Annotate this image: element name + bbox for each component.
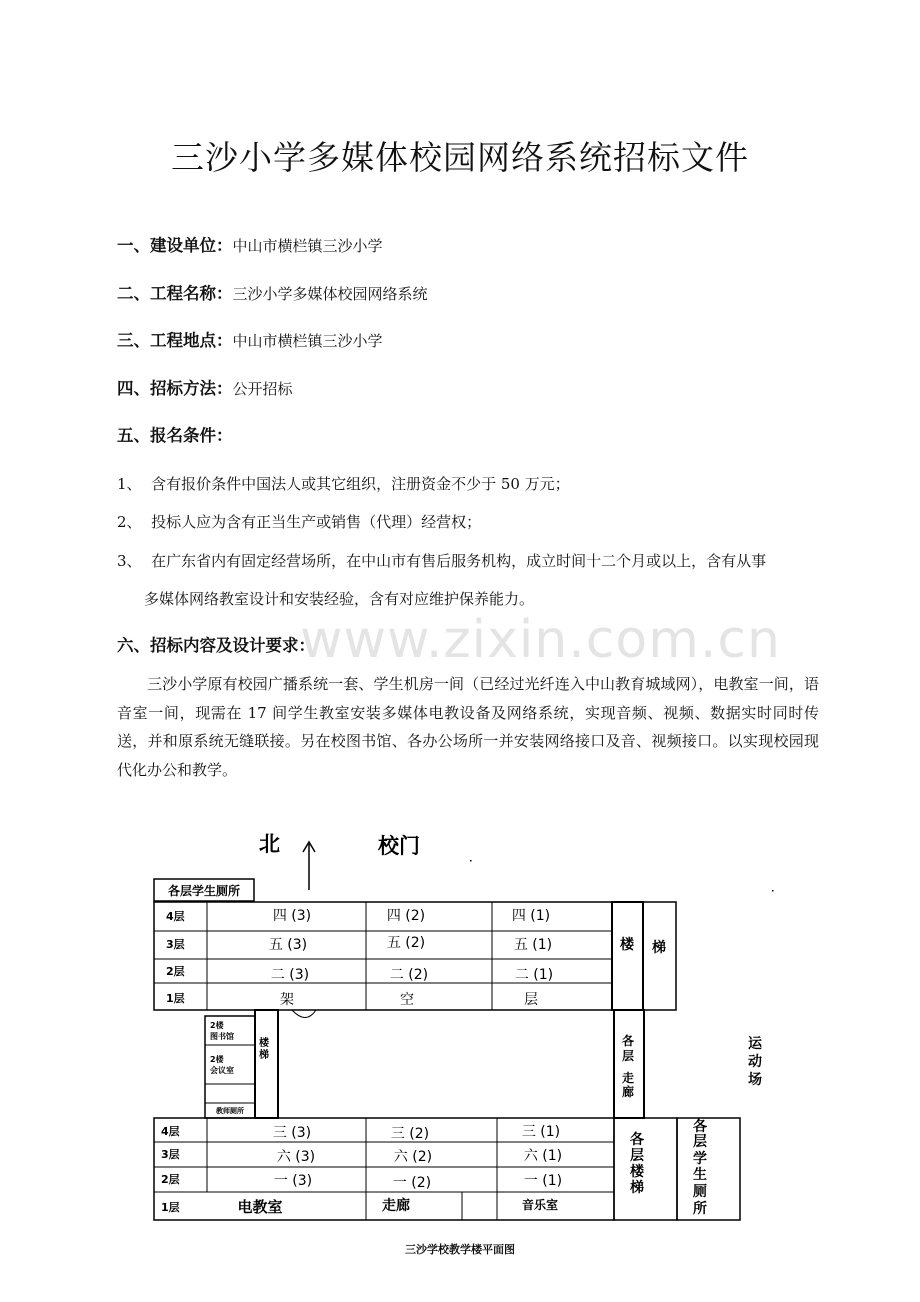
floor-label: 1层 <box>166 992 185 1005</box>
condition-3 <box>117 551 766 571</box>
each-stairs-label: 各 <box>630 1132 644 1148</box>
room-label: 一 (2) <box>392 1175 432 1191</box>
section-label: 五、报名条件： <box>117 426 233 445</box>
meeting-label: 会议室 <box>210 1066 234 1075</box>
library-label: 图书馆 <box>210 1032 234 1041</box>
mid-stairs-box <box>255 1010 278 1118</box>
floor-label: 4层 <box>166 910 185 923</box>
floor-label: 2层 <box>166 965 185 978</box>
corridor-box <box>614 1010 644 1118</box>
teacher-toilet-label: 教师厕所 <box>216 1107 244 1115</box>
toilet-top-label: 各层学生厕所 <box>167 884 241 898</box>
corridor-label: 廊 <box>621 1085 635 1099</box>
condition-text: 含有报价条件中国法人或其它组织，注册资金不少于 50 万元； <box>151 475 570 493</box>
floor-plan <box>0 820 920 1240</box>
each-toilet-label: 学 <box>693 1151 707 1167</box>
top-stairs-a <box>612 902 643 1010</box>
each-stairs-label: 层 <box>630 1148 644 1164</box>
condition-2 <box>117 512 481 532</box>
room-label: 四 (1) <box>511 908 551 924</box>
playground-label: 动 <box>748 1054 762 1070</box>
room-label: 走廊 <box>382 1198 410 1214</box>
room-label: 六 (3) <box>276 1149 316 1165</box>
top-stairs-b <box>643 902 676 1010</box>
condition-number: 2、 <box>117 513 142 531</box>
meeting-label: 2楼 <box>210 1055 224 1064</box>
section-label: 三、工程地点： <box>117 331 233 350</box>
room-label: 五 (1) <box>513 937 553 953</box>
condition-text: 投标人应为含有正当生产或销售（代理）经营权； <box>151 513 482 531</box>
condition-3-continued: 多媒体网络教室设计和安装经验，含有对应维护保养能力。 <box>144 590 535 608</box>
section-label: 二、工程名称： <box>117 284 233 303</box>
each-toilet-box <box>677 1118 740 1220</box>
room-label: 五 (2) <box>386 935 426 951</box>
section-1 <box>117 236 383 256</box>
room-label: 空 <box>400 992 414 1008</box>
library-label: 2楼 <box>210 1021 224 1030</box>
room-label: 四 (2) <box>386 908 426 924</box>
room-label: 六 (2) <box>393 1149 433 1165</box>
room-label: 二 (3) <box>270 967 310 983</box>
section-label: 四、招标方法： <box>117 379 233 398</box>
document-title: 三沙小学多媒体校园网络系统招标文件 <box>171 138 749 177</box>
corridor-label: 层 <box>621 1049 635 1063</box>
floor-label: 3层 <box>166 938 185 951</box>
condition-number: 3、 <box>117 552 142 570</box>
stairs-label-a: 楼 <box>620 937 634 953</box>
each-toilet-label: 各 <box>693 1119 707 1135</box>
section-label: 一、建设单位： <box>117 236 233 255</box>
each-toilet-label: 层 <box>693 1134 707 1150</box>
corridor-label: 走 <box>621 1071 635 1085</box>
section-label: 六、招标内容及设计要求： <box>117 636 315 655</box>
mid-stairs-label: 梯 <box>259 1050 269 1061</box>
room-label: 四 (3) <box>272 908 312 924</box>
floor-label: 3层 <box>161 1148 180 1161</box>
room-label: 音乐室 <box>521 1198 559 1212</box>
floor-label: 2层 <box>161 1173 180 1186</box>
room-label: 三 (2) <box>390 1126 430 1142</box>
floor-label: 1层 <box>161 1201 180 1214</box>
each-stairs-label: 楼 <box>630 1164 644 1180</box>
section-value: 中山市横栏镇三沙小学 <box>232 332 383 350</box>
room-label: 一 (3) <box>273 1173 313 1189</box>
mid-stairs-label: 楼 <box>259 1038 269 1049</box>
watermark: www.zixin.com.cn <box>300 610 781 670</box>
section-value: 公开招标 <box>232 380 293 398</box>
each-toilet-label: 厕 <box>693 1184 707 1200</box>
playground-label: 场 <box>748 1072 762 1088</box>
floor-plan-caption: 三沙学校教学楼平面图 <box>405 1243 515 1256</box>
each-toilet-label: 所 <box>693 1201 707 1217</box>
north-label: 北 <box>259 832 280 856</box>
room-label: 二 (1) <box>514 967 554 983</box>
section-3 <box>117 331 383 351</box>
condition-1 <box>117 474 570 494</box>
floor-label: 4层 <box>161 1125 180 1138</box>
playground-label: 运 <box>748 1036 762 1052</box>
condition-text: 在广东省内有固定经营场所，在中山市有售后服务机构，成立时间十二个月或以上，含有从事 <box>151 552 767 570</box>
corridor-label: 各 <box>621 1034 635 1048</box>
section-5 <box>117 426 233 446</box>
each-stairs-label: 梯 <box>630 1180 644 1196</box>
stairs-label-b: 梯 <box>652 940 666 956</box>
room-label: 三 (1) <box>521 1124 561 1140</box>
room-label: 六 (1) <box>523 1148 563 1164</box>
section-value: 三沙小学多媒体校园网络系统 <box>232 285 428 303</box>
room-label: 一 (1) <box>523 1173 563 1189</box>
room-label: 层 <box>524 992 538 1008</box>
section-2 <box>117 284 428 304</box>
room-label: 五 (3) <box>268 937 308 953</box>
section-4 <box>117 379 293 399</box>
each-stairs-box <box>614 1118 677 1220</box>
room-label: 架 <box>280 992 294 1008</box>
each-toilet-label: 生 <box>693 1167 707 1183</box>
body-paragraph: 三沙小学原有校园广播系统一套、学生机房一间（已经过光纤连入中山教育城域网），电教室一间，语音室一间，现需在 17 间学生教室安装多媒体电教设备及网络系统，实现音频、视频、数据实时同时传送，并和原系统无缝联接。另在校图书馆、各办公场所一并安装网络接口及音、视频接口。以实现校园现代化办公和教学。 <box>117 675 819 779</box>
gate-label: 校门 <box>378 834 420 858</box>
room-label: 二 (2) <box>389 967 429 983</box>
room-label: 电教室 <box>237 1198 283 1216</box>
room-label: 三 (3) <box>272 1125 312 1141</box>
section-6 <box>117 636 315 656</box>
section-value: 中山市横栏镇三沙小学 <box>232 237 383 255</box>
condition-number: 1、 <box>117 475 142 493</box>
